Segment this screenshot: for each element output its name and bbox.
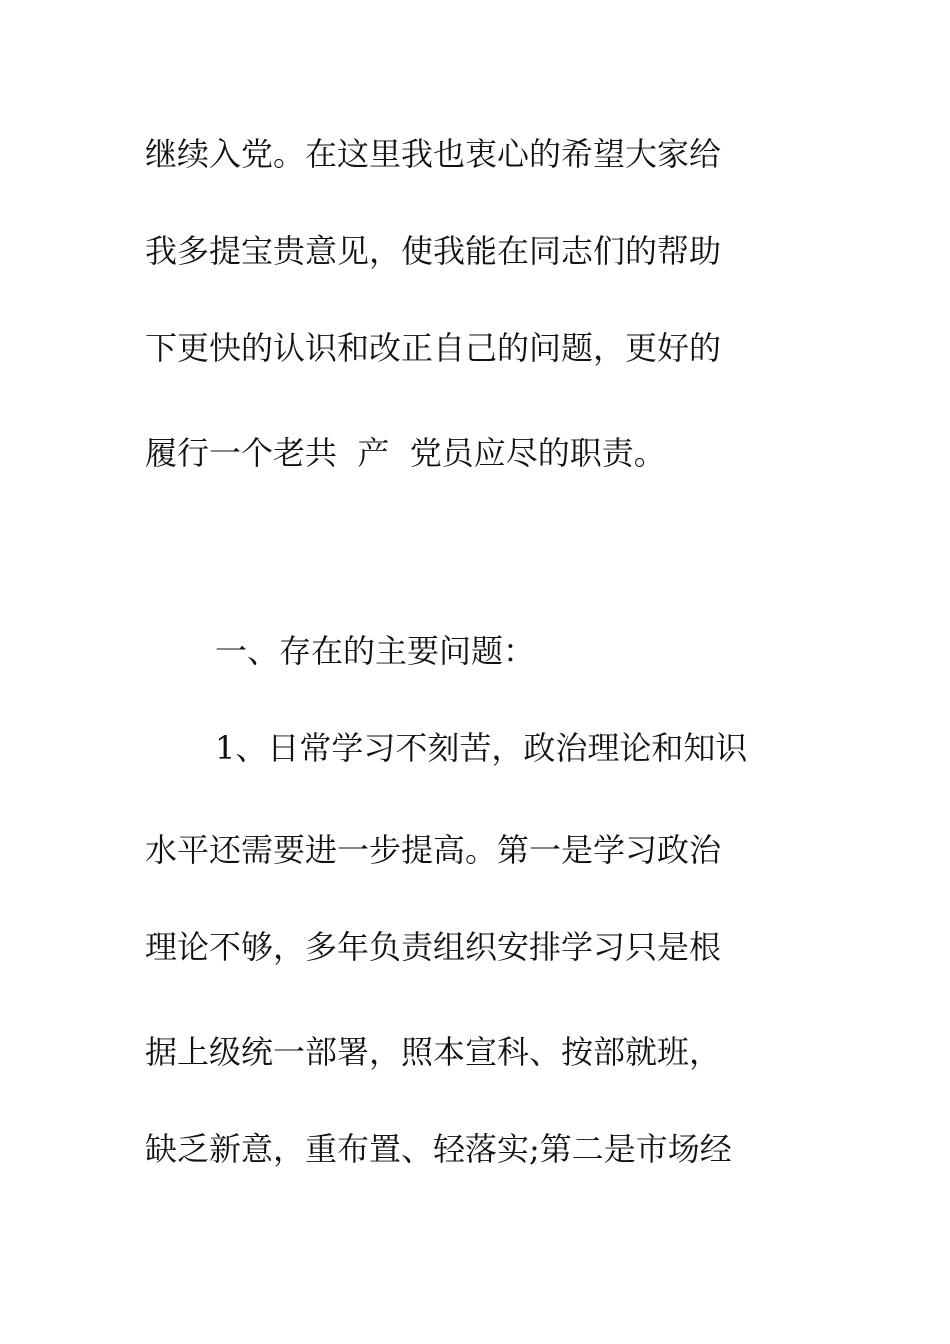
text-line-4: 履行一个老共 产 党员应尽的职责。 <box>145 434 666 472</box>
text-line-10: 缺乏新意，重布置、轻落实;第二是市场经 <box>145 1130 732 1168</box>
text-line-6: 1、日常学习不刻苦，政治理论和知识 <box>215 729 748 767</box>
text-line-9: 据上级统一部署，照本宣科、按部就班， <box>145 1033 722 1071</box>
text-line-3: 下更快的认识和改正自己的问题，更好的 <box>145 329 722 367</box>
section-heading: 一、存在的主要问题： <box>215 632 536 670</box>
text-line-7: 水平还需要进一步提高。第一是学习政治 <box>145 831 722 869</box>
text-line-1: 继续入党。在这里我也衷心的希望大家给 <box>145 135 722 173</box>
text-line-8: 理论不够，多年负责组织安排学习只是根 <box>145 928 722 966</box>
text-line-2: 我多提宝贵意见，使我能在同志们的帮助 <box>145 232 722 270</box>
